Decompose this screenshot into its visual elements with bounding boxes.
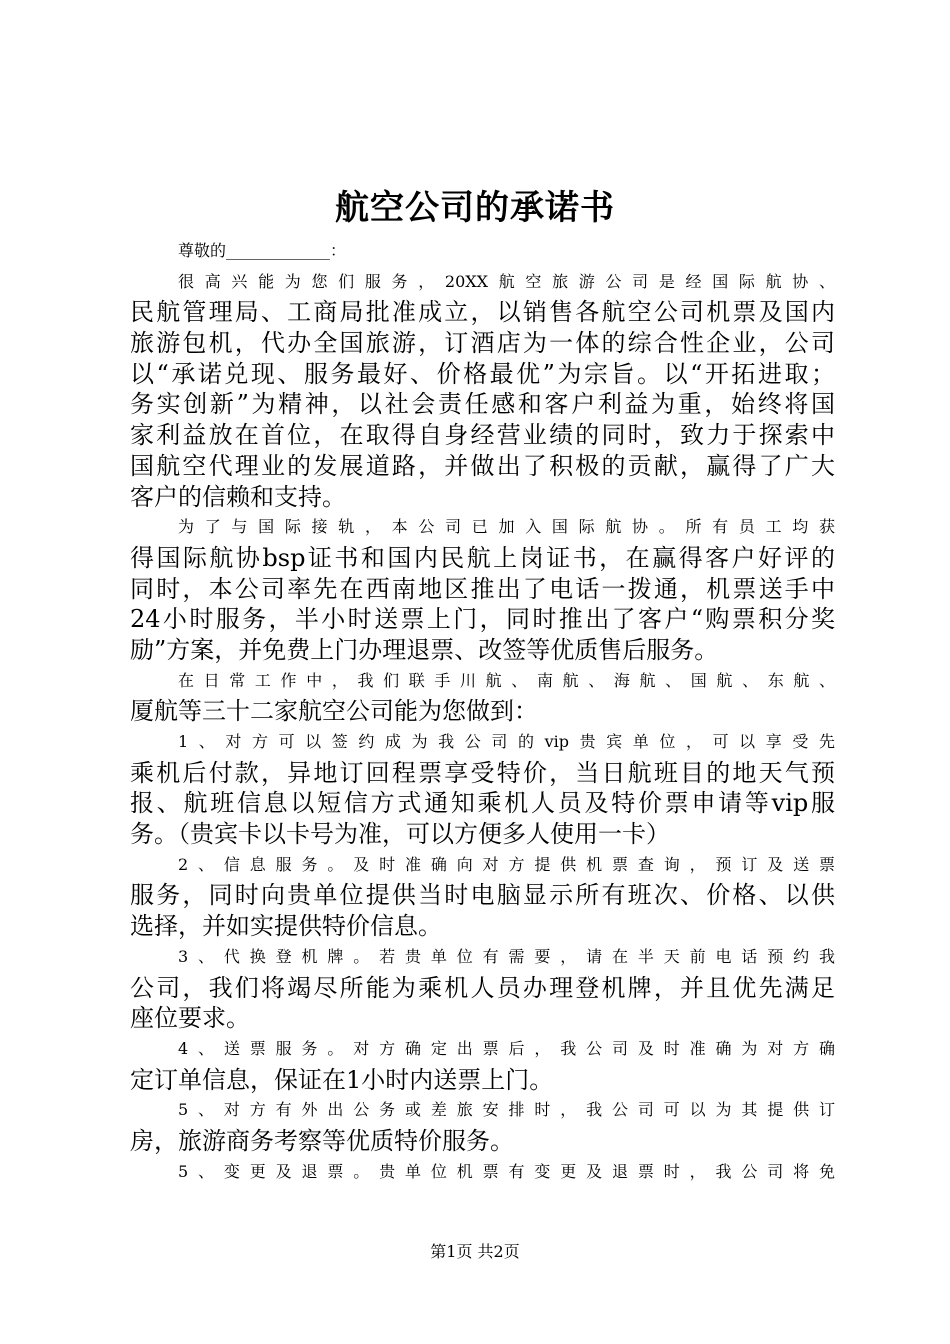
body-line: 客户的信赖和支持。 [130,482,346,511]
body-line: 尊敬的_____________： [178,241,347,260]
body-line: 务。（贵宾卡以卡号为准，可以方便多人使用一卡） [130,820,670,849]
body-line: 座位要求。 [130,1004,250,1033]
body-line: 为了与国际接轨，本公司已加入国际航协。所有员工均获 [178,517,835,537]
body-line: 1、对方可以签约成为我公司的vip贵宾单位，可以享受先 [178,732,835,751]
body-line: 定订单信息，保证在1小时内送票上门。 [130,1065,554,1094]
body-line: 得国际航协bsp证书和国内民航上岗证书，在赢得客户好评的 [130,543,835,572]
body-line: 乘机后付款，异地订回程票享受特价，当日航班目的地天气预 [130,758,835,787]
body-line: 服务，同时向贵单位提供当时电脑显示所有班次、价格、以供 [130,881,835,910]
body-line: 励”方案，并免费上门办理退票、改签等优质售后服务。 [130,635,719,664]
body-line: 2、信息服务。及时准确向对方提供机票查询，预订及送票 [178,854,835,874]
body-line: 5、变更及退票。贵单位机票有变更及退票时，我公司将免 [178,1161,835,1181]
document-body [130,236,835,1187]
page-title: 航空公司的承诺书 [335,188,615,228]
body-line: 民航管理局、工商局批准成立，以销售各航空公司机票及国内 [130,298,835,327]
body-line: 以“承诺兑现、服务最好、价格最优”为宗旨。以“开拓进取； [130,359,835,388]
body-line: 3、代换登机牌。若贵单位有需要，请在半天前电话预约我 [178,946,835,966]
body-line: 公司，我们将竭尽所能为乘机人员办理登机牌，并且优先满足 [130,973,835,1002]
body-line: 务实创新”为精神，以社会责任感和客户利益为重，始终将国 [130,390,835,419]
body-line: 选择，并如实提供特价信息。 [130,912,442,941]
body-line: 24小时服务，半小时送票上门，同时推出了客户“购票积分奖 [130,605,835,634]
body-line: 4、送票服务。对方确定出票后，我公司及时准确为对方确 [178,1038,835,1058]
body-line: 在日常工作中，我们联手川航、南航、海航、国航、东航、 [178,670,835,690]
body-line: 同时，本公司率先在西南地区推出了电话一拨通，机票送手中 [130,574,835,603]
page-footer: 第1页 共2页 [430,1242,520,1261]
body-line: 很高兴能为您们服务，20XX航空旅游公司是经国际航协、 [178,271,835,291]
body-line: 厦航等三十二家航空公司能为您做到： [130,697,538,726]
body-line: 报、航班信息以短信方式通知乘机人员及特价票申请等vip服 [130,789,835,818]
body-line: 房，旅游商务考察等优质特价服务。 [130,1126,514,1155]
body-line: 国航空代理业的发展道路，并做出了积极的贡献，赢得了广大 [130,451,835,480]
body-line: 旅游包机，代办全国旅游，订酒店为一体的综合性企业，公司 [130,329,835,358]
body-line: 5、对方有外出公务或差旅安排时，我公司可以为其提供订 [178,1100,835,1120]
body-line: 家利益放在首位，在取得自身经营业绩的同时，致力于探索中 [130,421,835,450]
